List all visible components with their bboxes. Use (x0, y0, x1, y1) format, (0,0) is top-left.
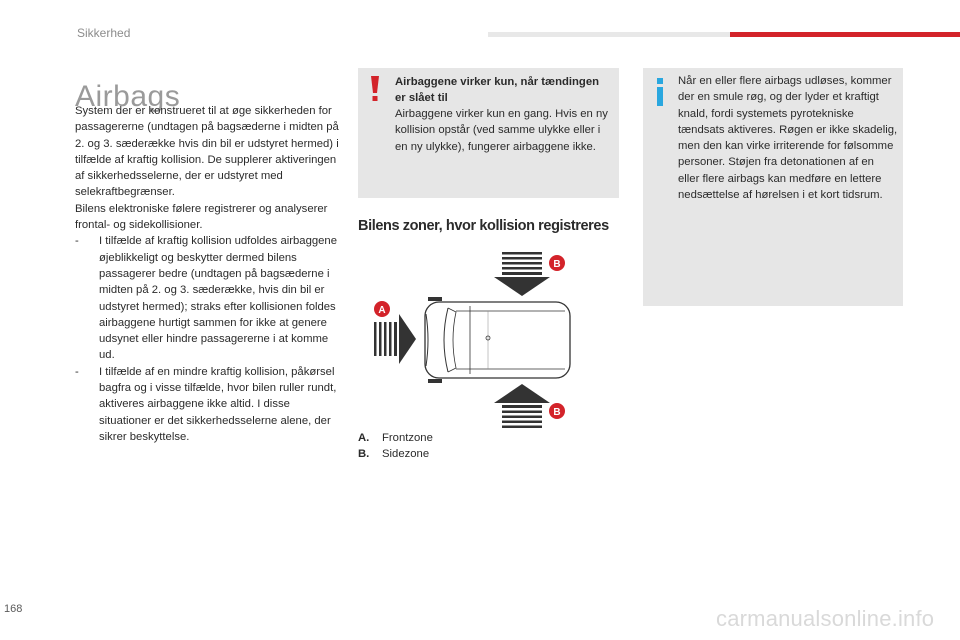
section-label: Sikkerhed (77, 26, 131, 40)
page-title: Airbags (75, 80, 181, 114)
bullet-dash: - (75, 365, 79, 378)
marker-a-label: A (378, 305, 386, 316)
marker-b-label: B (553, 259, 561, 270)
marker-b-bottom-icon (549, 403, 565, 419)
intro-paragraph: Bilens elektroniske følere registrerer og analyserer frontal- og sidekollisioner. (75, 202, 328, 232)
zones-legend (358, 430, 433, 463)
info-text: Når en eller flere airbags udløses, kommer der en smule røg, og der lyder et kraftigt knald, fordi systemets pyrotekniske tændsats aktiveres. Røgen er ikke skadelig, men den kan virke irriterende for følsomme personer. Støjen fra detonationen af en eller flere airbags kan medføre en lettere nedsættelse af hørelsen i et kort tidsrum. (678, 75, 898, 202)
marker-b-top-icon (549, 255, 565, 271)
side-arrow-bottom-icon (494, 384, 550, 428)
zones-heading: Bilens zoner, hvor kollision registreres (358, 218, 609, 234)
warning-box (358, 68, 619, 198)
info-i-icon (655, 78, 665, 106)
bullet-item (75, 233, 340, 363)
legend-key: A. (358, 432, 370, 444)
marker-b-label: B (553, 407, 561, 418)
vehicle-top-view (425, 297, 570, 383)
bullet-text: I tilfælde af en mindre kraftig kollision, påkørsel bagfra og i visse tilfælde, hvor bilen ruller rundt, aktiveres airbaggene ikke altid. I disse situationer er det sikkerhedsselerne alene, der sikrer beskyttelse. (99, 365, 337, 443)
warning-text: Airbaggene virker kun en gang. Hvis en ny kollision opstår (ved samme ulykke eller i en ny ulykke), fungerer airbaggene ikke. (395, 108, 608, 153)
legend-label: Frontzone (382, 432, 433, 444)
legend-label: Sidezone (382, 448, 430, 461)
header-accent-bar (730, 32, 960, 37)
bullet-item (75, 364, 340, 445)
header-bar (488, 32, 960, 37)
legend-key: B. (358, 448, 370, 461)
side-arrow-top-icon (494, 252, 550, 296)
intro-paragraph: System der er konstrueret til at øge sikkerheden for passagererne (undtagen på bagsæderne i midten på 2. og 3. sæderække hvis din bil er udstyret hermed) i tilfælde af kraftig kollision. De supplerer aktiveringen af sikkerhedsselerne, der er udstyret med selekraftbegrænser. (75, 105, 339, 199)
warning-exclamation-icon (368, 76, 382, 102)
front-arrow-icon (374, 314, 416, 364)
bullet-dash: - (75, 235, 79, 248)
legend-item (358, 430, 433, 446)
intro-text (75, 103, 340, 445)
page-number: 168 (4, 603, 23, 615)
warning-title: Airbaggene virker kun, når tændingen er slået til (395, 76, 600, 105)
collision-zones-diagram (370, 250, 580, 430)
info-box (643, 68, 903, 306)
bullet-text: I tilfælde af kraftig kollision udfoldes airbaggene øjeblikkeligt og beskytter dermed bilens passagerer bedre (undtagen på bagsæderne i midten på 2. og 3. sæderække, hvis din bil er udstyret hermed); straks efter kollisionen foldes airbaggene hurtigt sammen for ikke at genere udsynet eller hindre passagererne i at komme ud. (99, 235, 338, 362)
watermark: carmanualsonline.info (716, 606, 935, 631)
marker-a-icon (374, 301, 390, 317)
legend-item (358, 446, 433, 462)
